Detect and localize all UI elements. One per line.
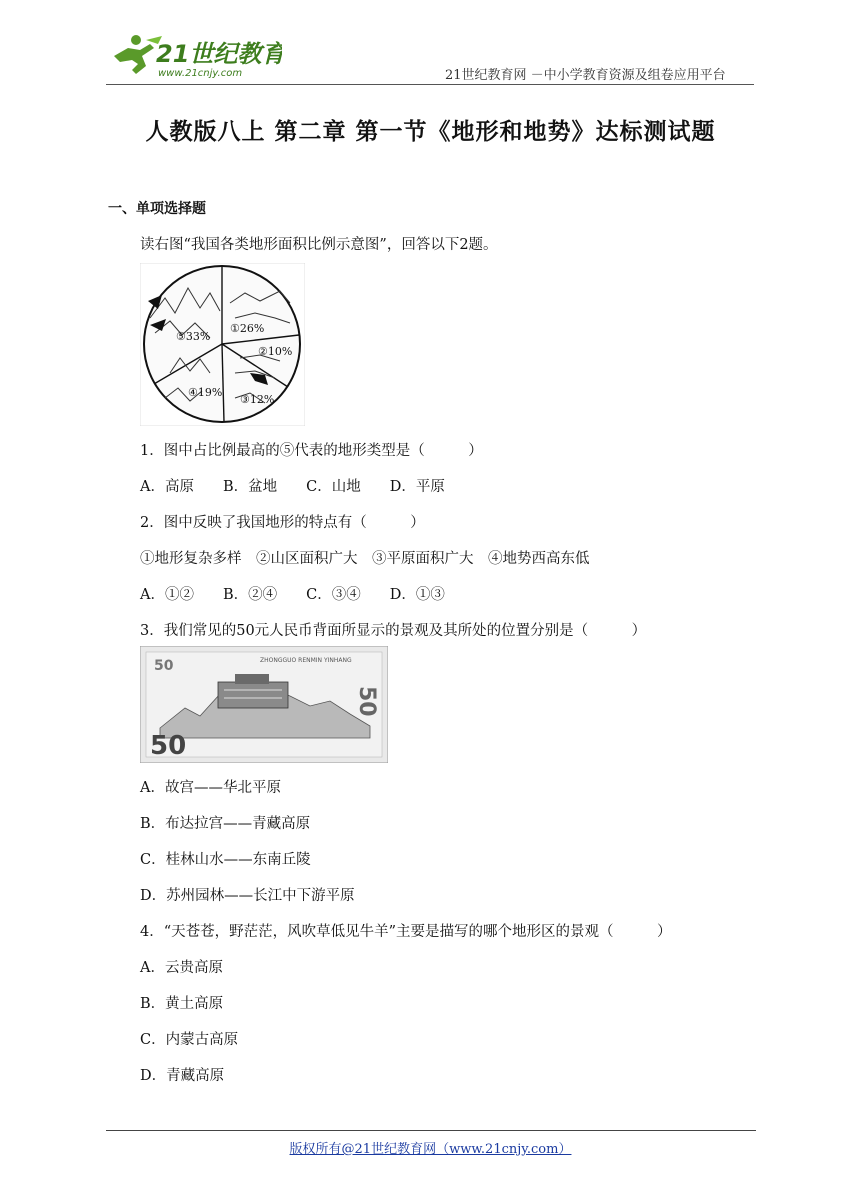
- pie-label-4: ④19%: [188, 386, 223, 399]
- banknote-image: [140, 646, 388, 763]
- header-site-text: 21世纪教育网 －中小学教育资源及组卷应用平台: [445, 68, 726, 83]
- question-4-option-d: D．青藏高原: [140, 1068, 225, 1084]
- header-divider: [106, 84, 754, 85]
- question-4-option-c: C．内蒙古高原: [140, 1032, 239, 1048]
- question-3-option-c: C．桂林山水——东南丘陵: [140, 852, 311, 868]
- pie-label-2: ②10%: [258, 345, 293, 358]
- question-2-options: A．①② B．②④ C．③④ D．①③: [140, 587, 445, 603]
- question-3-option-a: A．故宫——华北平原: [140, 780, 281, 796]
- question-1-options: A．高原 B．盆地 C．山地 D．平原: [140, 479, 445, 495]
- question-2-stem: 2．图中反映了我国地形的特点有（ ）: [140, 515, 425, 531]
- banknote-value-vertical: 50: [354, 686, 379, 717]
- pie-label-1: ①26%: [230, 322, 265, 335]
- banknote-value-small: 50: [154, 658, 174, 674]
- intro-text: 读右图“我国各类地形面积比例示意图”，回答以下2题。: [140, 237, 498, 253]
- footer-divider: [106, 1130, 756, 1131]
- question-4-option-b: B．黄土高原: [140, 996, 224, 1012]
- footer-copyright-link[interactable]: 版权所有@21世纪教育网（www.21cnjy.com）: [289, 1142, 572, 1157]
- banknote-value-large: 50: [150, 731, 187, 761]
- runner-icon: [114, 35, 162, 74]
- question-2-statements: ①地形复杂多样 ②山区面积广大 ③平原面积广大 ④地势西高东低: [140, 551, 590, 567]
- site-logo: [106, 30, 282, 80]
- pie-label-5: ⑤33%: [176, 330, 211, 343]
- footer: [0, 1138, 861, 1157]
- question-1-stem: 1．图中占比例最高的⑤代表的地形类型是（ ）: [140, 443, 483, 459]
- pie-label-3: ③12%: [240, 393, 275, 406]
- question-3-stem: 3．我们常见的50元人民币背面所显示的景观及其所处的位置分别是（ ）: [140, 623, 647, 639]
- question-4-option-a: A．云贵高原: [140, 960, 223, 976]
- section-title: 一、单项选择题: [108, 201, 206, 217]
- question-4-stem: 4．“天苍苍，野茫茫，风吹草低见牛羊”主要是描写的哪个地形区的景观（ ）: [140, 924, 672, 940]
- question-3-option-d: D．苏州园林——长江中下游平原: [140, 888, 355, 904]
- logo-text: 21世纪教育: [156, 40, 282, 68]
- terrain-pie-figure: [140, 263, 305, 426]
- question-3-option-b: B．布达拉宫——青藏高原: [140, 816, 311, 832]
- banknote-text: ZHONGGUO RENMIN YINHANG: [260, 657, 352, 664]
- document-title: 人教版八上 第二章 第一节《地形和地势》达标测试题: [145, 119, 716, 145]
- logo-url: www.21cnjy.com: [158, 68, 243, 79]
